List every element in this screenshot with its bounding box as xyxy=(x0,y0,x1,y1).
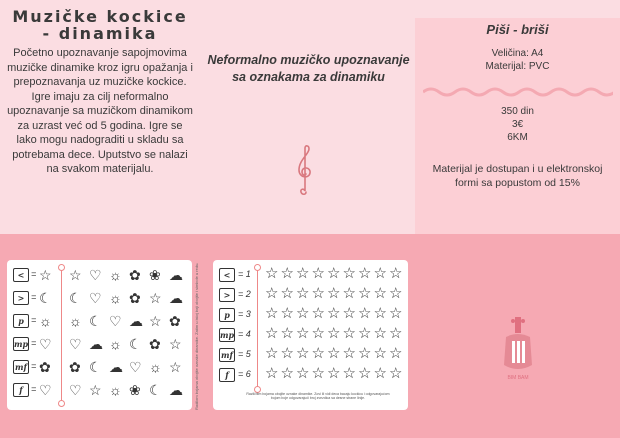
row-symbol-icon: ☆ xyxy=(39,267,52,283)
star-icon: ☆ xyxy=(311,285,325,302)
number-label: = 5 xyxy=(238,349,251,359)
product-type-title: Piši - briši xyxy=(486,22,549,37)
divider-dot-top xyxy=(58,264,65,271)
grid-symbol-icon: ☾ xyxy=(149,382,162,398)
star-icon: ☆ xyxy=(265,325,279,342)
grid-symbol-icon: ☼ xyxy=(109,336,122,352)
equals-sign: = xyxy=(31,315,37,325)
grid-symbol-icon: ☼ xyxy=(149,359,162,375)
number-label: = 6 xyxy=(238,369,251,379)
number-label: = 3 xyxy=(238,309,251,319)
row-symbol-icon: ✿ xyxy=(39,359,51,375)
star-icon: ☆ xyxy=(342,365,356,382)
star-icon: ☆ xyxy=(311,265,325,282)
grid-symbol-icon: ☆ xyxy=(169,359,182,375)
number-label: = 4 xyxy=(238,329,251,339)
star-icon: ☆ xyxy=(342,265,356,282)
star-icon: ☆ xyxy=(311,345,325,362)
dynamic-box-2: p xyxy=(13,314,29,328)
dynamic-box-3: mp xyxy=(220,330,235,340)
star-icon: ☆ xyxy=(265,265,279,282)
grid-symbol-icon: ☼ xyxy=(109,382,122,398)
divider-line xyxy=(257,266,258,388)
grid-symbol-icon: ☆ xyxy=(69,267,82,283)
row-symbol-icon: ☼ xyxy=(39,313,52,329)
grid-symbol-icon: ☁ xyxy=(169,267,183,283)
number-label: = 1 xyxy=(238,269,251,279)
star-icon: ☆ xyxy=(296,305,310,322)
product-description: Početno upoznavanje sapojmovima muzičke dinamike kroz igru opažanja i prepoznavanja uz muzičke kockice. Igre imaju za cilj neformalno upoznavanje sa muzičkom dinamikom za uzrast već od 5 godina. Igre se lako mogu nadograditi u skladu sa potrebama dece. Uputstvo se nalazi na svakom materijalu. xyxy=(7,47,193,175)
star-icon: ☆ xyxy=(358,285,372,302)
dynamic-box-5: f xyxy=(13,383,29,397)
subtitle-column xyxy=(206,52,411,86)
star-icon: ☆ xyxy=(296,265,310,282)
star-icon: ☆ xyxy=(389,285,403,302)
star-icon: ☆ xyxy=(296,285,310,302)
star-icon: ☆ xyxy=(327,305,341,322)
title-line-2: - dinamika xyxy=(42,24,158,43)
equals-sign: = xyxy=(31,269,37,279)
star-icon: ☆ xyxy=(358,265,372,282)
price-eur: 3€ xyxy=(511,119,524,130)
side-instruction: Radilom bojama obojite oznake dinamike. Zatim u istoj boji obojite i simbole u redu. xyxy=(194,262,199,410)
product-subtitle: Neformalno muzičko upoznavanje sa oznakama za dinamiku xyxy=(207,53,410,84)
star-icon: ☆ xyxy=(389,345,403,362)
grid-symbol-icon: ☾ xyxy=(69,290,82,306)
dynamic-box-5: f xyxy=(219,368,235,382)
dynamic-box-0: < xyxy=(13,268,29,282)
dynamic-box-1: > xyxy=(219,288,235,302)
grid-symbol-icon: ❀ xyxy=(129,382,141,398)
material-info: Materijal: PVC xyxy=(485,61,550,72)
grid-symbol-icon: ♡ xyxy=(69,336,82,352)
grid-symbol-icon: ♡ xyxy=(129,359,142,375)
pricing-column xyxy=(415,18,620,234)
star-icon: ☆ xyxy=(342,345,356,362)
wave-divider-icon xyxy=(423,85,613,99)
star-icon: ☆ xyxy=(265,345,279,362)
grid-symbol-icon: ☾ xyxy=(89,359,102,375)
star-icon: ☆ xyxy=(280,365,294,382)
logo-text: BIM BAM xyxy=(507,375,529,381)
star-icon: ☆ xyxy=(358,365,372,382)
star-icon: ☆ xyxy=(358,325,372,342)
star-icon: ☆ xyxy=(280,285,294,302)
star-icon: ☆ xyxy=(327,265,341,282)
star-icon: ☆ xyxy=(311,365,325,382)
star-icon: ☆ xyxy=(280,345,294,362)
price-din: 350 din xyxy=(501,106,534,117)
star-icon: ☆ xyxy=(265,305,279,322)
star-icon: ☆ xyxy=(373,305,387,322)
star-icon: ☆ xyxy=(389,325,403,342)
star-icon: ☆ xyxy=(342,305,356,322)
grid-symbol-icon: ✿ xyxy=(69,359,81,375)
row-symbol-icon: ♡ xyxy=(39,336,52,352)
grid-symbol-icon: ✿ xyxy=(169,313,181,329)
dynamic-box-1: > xyxy=(13,291,29,305)
star-icon: ☆ xyxy=(265,365,279,382)
size-info: Veličina: A4 xyxy=(491,48,544,59)
product-title xyxy=(0,8,200,42)
grid-symbol-icon: ☆ xyxy=(149,290,162,306)
divider-dot-top xyxy=(254,264,261,271)
grid-symbol-icon: ☁ xyxy=(89,336,103,352)
dynamic-box-0: < xyxy=(219,268,235,282)
star-icon: ☆ xyxy=(373,265,387,282)
star-icon: ☆ xyxy=(280,325,294,342)
star-icon: ☆ xyxy=(327,365,341,382)
grid-symbol-icon: ❀ xyxy=(149,267,161,283)
divider-line xyxy=(61,266,62,404)
title-line-1: Muzičke kockice xyxy=(12,7,188,26)
star-icon: ☆ xyxy=(373,285,387,302)
description-column xyxy=(0,8,200,177)
price-km: 6KM xyxy=(507,132,528,143)
treble-clef-icon xyxy=(293,144,317,196)
star-icon: ☆ xyxy=(311,325,325,342)
star-icon: ☆ xyxy=(296,365,310,382)
grid-symbol-icon: ☆ xyxy=(149,313,162,329)
worksheet-footer: Različitim bojama obojite oznake dinamike. Zovi ili vidi deca bacaju kockicu i odgovarajućom bojom boje odgovarajući broj zvezdica sa desne strane linije. xyxy=(246,392,390,400)
star-icon: ☆ xyxy=(327,345,341,362)
row-symbol-icon: ♡ xyxy=(39,382,52,398)
grid-symbol-icon: ☼ xyxy=(109,267,122,283)
grid-symbol-icon: ♡ xyxy=(69,382,82,398)
grid-symbol-icon: ♡ xyxy=(89,267,102,283)
grid-symbol-icon: ☁ xyxy=(169,290,183,306)
dynamic-box-4: mf xyxy=(219,348,235,362)
star-icon: ☆ xyxy=(296,325,310,342)
star-icon: ☆ xyxy=(311,305,325,322)
grid-symbol-icon: ☾ xyxy=(129,336,142,352)
star-icon: ☆ xyxy=(265,285,279,302)
grid-symbol-icon: ☼ xyxy=(69,313,82,329)
equals-sign: = xyxy=(31,338,37,348)
star-icon: ☆ xyxy=(280,265,294,282)
star-icon: ☆ xyxy=(327,285,341,302)
star-icon: ☆ xyxy=(296,345,310,362)
availability-note: Materijal je dostupan i u elektronskoj formi sa popustom od 15% xyxy=(432,163,603,189)
equals-sign: = xyxy=(31,292,37,302)
grid-symbol-icon: ✿ xyxy=(129,267,141,283)
grid-symbol-icon: ✿ xyxy=(129,290,141,306)
star-icon: ☆ xyxy=(389,365,403,382)
star-icon: ☆ xyxy=(389,265,403,282)
star-icon: ☆ xyxy=(373,365,387,382)
divider-dot-bottom xyxy=(58,400,65,407)
grid-symbol-icon: ♡ xyxy=(89,290,102,306)
worksheet-2 xyxy=(213,260,408,410)
grid-symbol-icon: ☁ xyxy=(169,382,183,398)
star-icon: ☆ xyxy=(358,345,372,362)
star-icon: ☆ xyxy=(342,325,356,342)
equals-sign: = xyxy=(31,384,37,394)
star-icon: ☆ xyxy=(327,325,341,342)
star-icon: ☆ xyxy=(373,345,387,362)
grid-symbol-icon: ☼ xyxy=(109,290,122,306)
grid-symbol-icon: ☆ xyxy=(89,382,102,398)
dynamic-box-4: mf xyxy=(13,360,29,374)
star-icon: ☆ xyxy=(280,305,294,322)
grid-symbol-icon: ✿ xyxy=(149,336,161,352)
grid-symbol-icon: ☆ xyxy=(169,336,182,352)
dynamic-box-3: mp xyxy=(14,339,29,349)
number-label: = 2 xyxy=(238,289,251,299)
dynamic-box-2: p xyxy=(219,308,235,322)
grid-symbol-icon: ☁ xyxy=(109,359,123,375)
row-symbol-icon: ☾ xyxy=(39,290,52,306)
star-icon: ☆ xyxy=(373,325,387,342)
grid-symbol-icon: ♡ xyxy=(109,313,122,329)
equals-sign: = xyxy=(31,361,37,371)
guitar-logo-icon xyxy=(498,315,538,385)
star-icon: ☆ xyxy=(389,305,403,322)
grid-symbol-icon: ☁ xyxy=(129,313,143,329)
star-icon: ☆ xyxy=(342,285,356,302)
worksheet-1 xyxy=(7,260,199,410)
grid-symbol-icon: ☾ xyxy=(89,313,102,329)
star-icon: ☆ xyxy=(358,305,372,322)
